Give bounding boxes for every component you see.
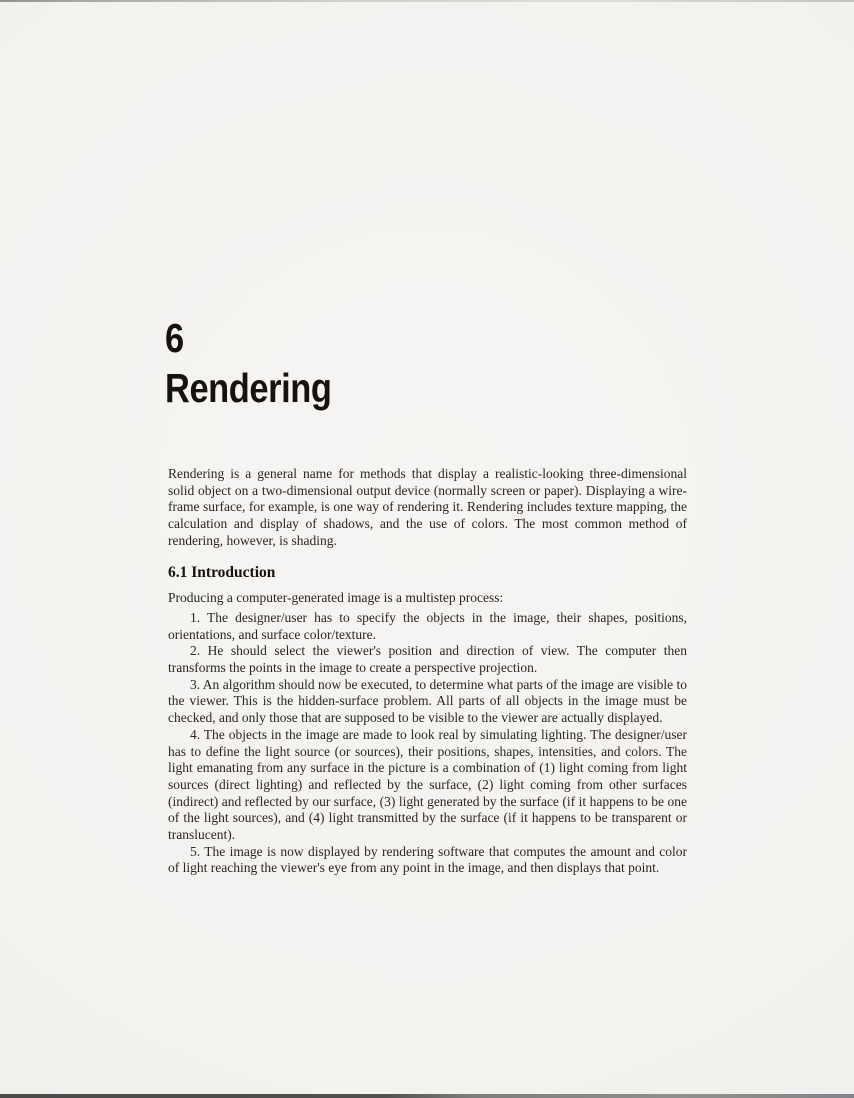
body-text-column <box>168 466 687 877</box>
chapter-title: Rendering <box>165 365 332 411</box>
scan-edge-top <box>0 0 854 2</box>
step-paragraph-4: 4. The objects in the image are made to look real by simulating lighting. The designer/user has to define the light source (or sources), their positions, shapes, intensities, and colors. The light emanating from any surface in the picture is a combination of (1) light coming from light sources (direct lighting) and reflected by the surface, (2) light coming from other surfaces (indirect) and reflected by our surface, (3) light generated by the surface (if it happens to be one of the light sources), and (4) light transmitted by the surface (if it happens to be transparent or translucent). <box>168 726 687 843</box>
chapter-number: 6 <box>165 315 184 361</box>
intro-paragraph: Rendering is a general name for methods that display a realistic-looking three-dimensional solid object on a two-dimensional output device (normally screen or paper). Displaying a wire-frame surface, for example, is one way of rendering it. Rendering includes texture mapping, the calculation and display of shadows, and the use of colors. The most common method of rendering, however, is shading. <box>168 466 687 548</box>
section-lead: Producing a computer-generated image is a multistep process: <box>168 590 504 606</box>
section-heading: 6.1 Introduction <box>168 563 276 581</box>
step-paragraph-1: 1. The designer/user has to specify the objects in the image, their shapes, positions, orientations, and surface color/texture. <box>168 609 687 642</box>
scan-edge-bottom <box>0 1094 854 1098</box>
chapter-heading-block <box>165 315 363 411</box>
step-paragraph-2: 2. He should select the viewer's position and direction of view. The computer then transforms the points in the image to create a perspective projection. <box>168 643 687 676</box>
step-paragraph-5: 5. The image is now displayed by rendering software that computes the amount and color of light reaching the viewer's eye from any point in the image, and then displays that point. <box>168 843 687 876</box>
step-paragraph-3: 3. An algorithm should now be executed, to determine what parts of the image are visible to the viewer. This is the hidden-surface problem. All parts of all objects in the image must be checked, and only those that are supposed to be visible to the viewer are actually displayed. <box>168 676 687 726</box>
